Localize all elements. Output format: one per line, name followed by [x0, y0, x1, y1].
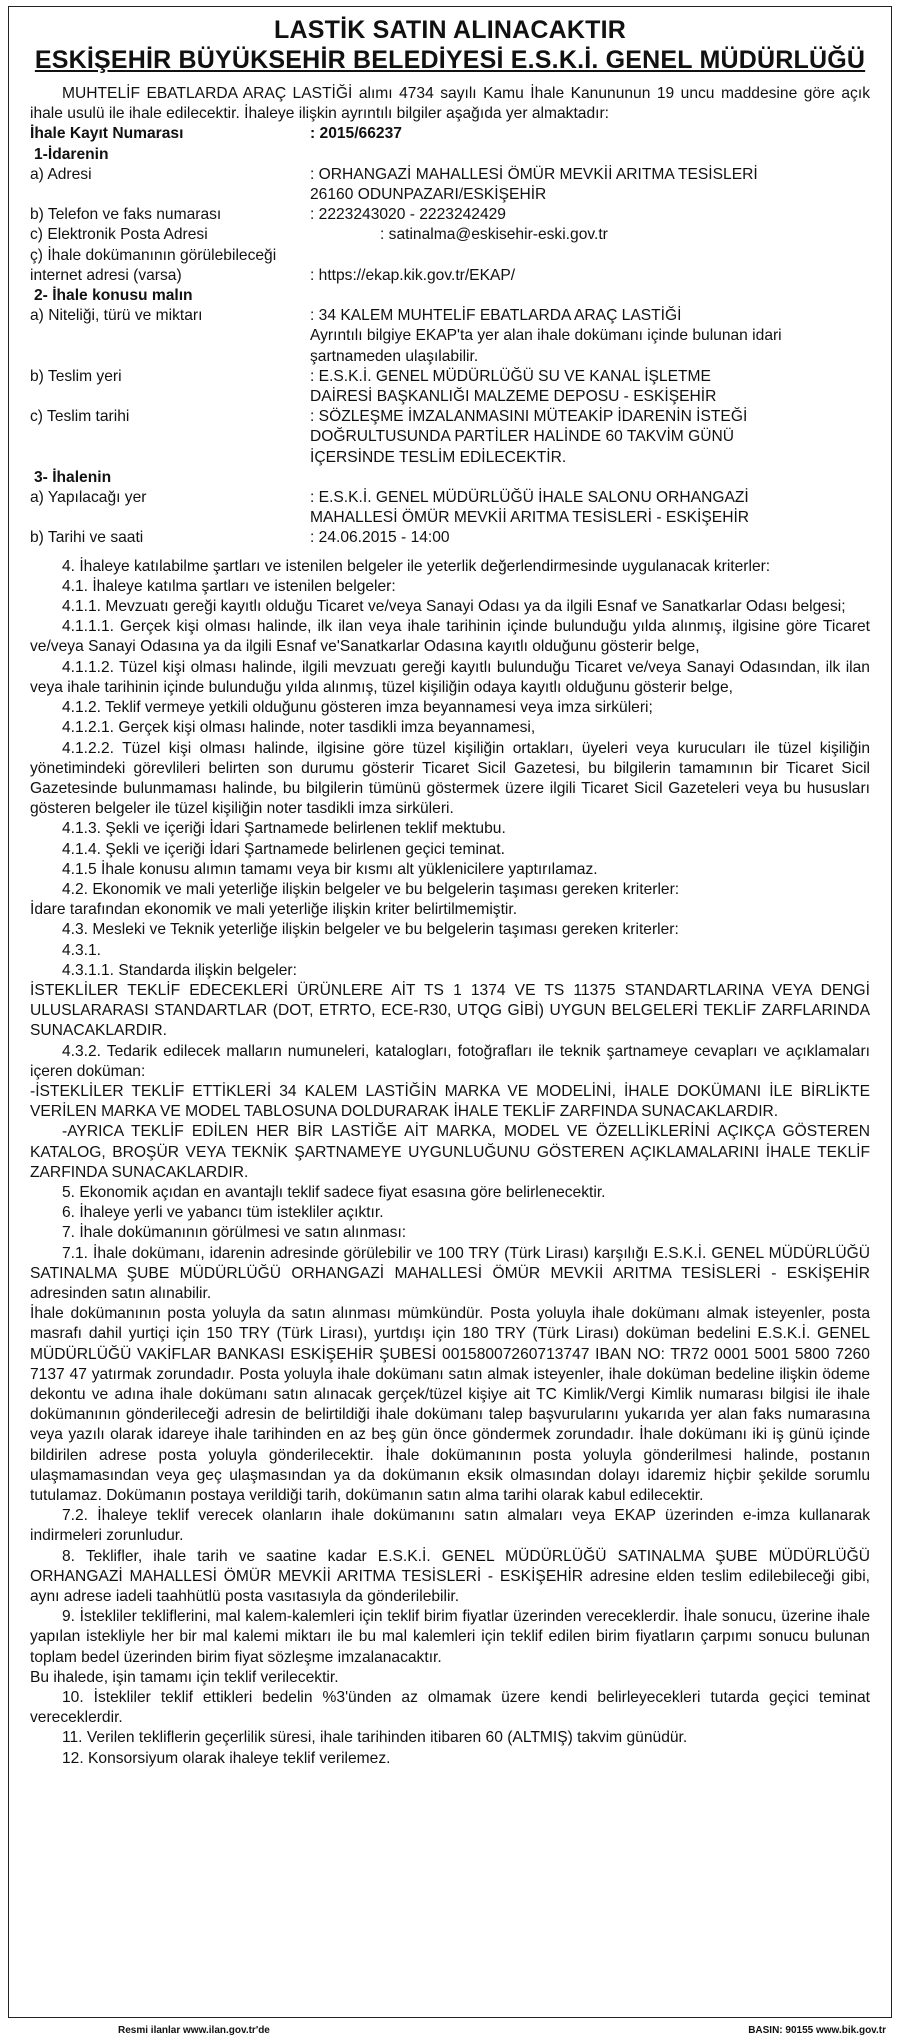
clause-item: 4.1.2. Teklif vermeye yetkili olduğunu gösteren imza beyannamesi veya imza sirküleri;	[62, 699, 653, 717]
mail-row	[30, 225, 870, 245]
notice-footer	[8, 2022, 892, 2040]
clause-item: 4.3.2. Tedarik edilecek malların numuneleri, katalogları, fotoğrafları ile teknik şartnameye cevapları ve açıklamaları içeren doküman:	[30, 1042, 870, 1080]
clause-item: 4.1.5 İhale konusu alımın tamamı veya bir kısmı alt yüklenicilere yaptırılamaz.	[62, 860, 598, 878]
adres-label: a) Adresi	[30, 165, 92, 183]
clause-item: 4. İhaleye katılabilme şartları ve istenilen belgeler ile yeterlik değerlendirmesinde uygulanacak kriterler:	[62, 557, 771, 575]
clause-item: İSTEKLİLER TEKLİF EDECEKLERİ ÜRÜNLERE AİT TS 1 1374 VE TS 11375 STANDARTLARINA VEYA DENGİ ULUSLARARASI STANDARTLAR (DOT, ETRTO, ECE-R30, UTQG GİBİ) UYGUN BELGELERİ TEKLİF ZARFLARINDA SUNACAKLARDIR.	[30, 981, 870, 1040]
dok-value: : https://ekap.kik.gov.tr/EKAP/	[310, 266, 516, 284]
tarih-row	[30, 528, 870, 548]
clause-item: 4.2. Ekonomik ve mali yeterliğe ilişkin belgeler ve bu belgelerin taşıması gereken kriterler:	[62, 880, 680, 898]
adres-value	[310, 165, 870, 205]
dok-label-1: ç) İhale dokümanının görülebileceği	[30, 246, 277, 264]
teslimtarihi-label: c) Teslim tarihi	[30, 408, 130, 426]
nitelik-value	[310, 306, 870, 367]
notice-body	[30, 84, 870, 1769]
tarih-label: b) Tarihi ve saati	[30, 529, 144, 547]
yer-line-2: MAHALLESİ ÖMÜR MEVKİİ ARITMA TESİSLERİ - ESKİŞEHİR	[310, 509, 750, 527]
clause-item: 4.1. İhaleye katılma şartları ve istenilen belgeler:	[62, 577, 396, 595]
tarih-value: : 24.06.2015 - 14:00	[310, 529, 450, 547]
intro-paragraph: MUHTELİF EBATLARDA ARAÇ LASTİĞİ alımı 4734 sayılı Kamu İhale Kanununun 19 uncu maddesine göre açık ihale usulü ile ihale edilecektir. İhaleye ilişkin ayrıntılı bilgiler aşağıda yer almaktadır:	[30, 85, 870, 123]
clause-item: 6. İhaleye yerli ve yabancı tüm istekliler açıktır.	[62, 1204, 384, 1222]
clause-item: -İSTEKLİLER TEKLİF ETTİKLERİ 34 KALEM LASTİĞİN MARKA VE MODELİNİ, İHALE DOKÜMANI İLE BİRLİKTE VERİLEN MARKA VE MODEL TABLOSUNA DOLDURARAK İHALE TEKLİF ZARFINDA SUNACAKLARDIR.	[30, 1082, 870, 1121]
teslimtarihi-value	[310, 407, 870, 468]
yer-row	[30, 488, 870, 528]
tel-row	[30, 205, 870, 225]
clause-item: -AYRICA TEKLİF EDİLEN HER BİR LASTİĞE AİT MARKA, MODEL VE ÖZELLİKLERİNİ AÇIKÇA GÖSTEREN KATALOG, BROŞÜR VEYA TEKNİK ŞARTNAMEYE UYGUNLUĞUNU GÖSTEREN AÇIKLAMALARINI İHALE TEKLİF ZARFINDA SUNACAKLARDIR.	[30, 1123, 870, 1181]
ikn-row	[30, 124, 870, 144]
notice-subtitle: ESKİŞEHİR BÜYÜKSEHİR BELEDİYESİ E.S.K.İ. GENEL MÜDÜRLÜĞÜ	[34, 46, 866, 74]
section-2-heading: 2- İhale konusu malın	[34, 287, 193, 305]
mail-label: c) Elektronik Posta Adresi	[30, 226, 208, 244]
nitelik-label: a) Niteliği, türü ve miktarı	[30, 307, 203, 325]
clause-item: 12. Konsorsiyum olarak ihaleye teklif verilemez.	[62, 1749, 391, 1767]
yer-line-1: : E.S.K.İ. GENEL MÜDÜRLÜĞÜ İHALE SALONU ORHANGAZİ	[310, 489, 749, 507]
tel-label: b) Telefon ve faks numarası	[30, 206, 222, 224]
clause-item: 4.1.4. Şekli ve içeriği İdari Şartnamede belirlenen geçici teminat.	[62, 840, 505, 858]
teslimyeri-value	[310, 367, 870, 407]
ikn-value: : 2015/66237	[310, 125, 402, 143]
clause-item: 5. Ekonomik açıdan en avantajlı teklif sadece fiyat esasına göre belirlenecektir.	[62, 1183, 606, 1201]
adres-line-1: : ORHANGAZİ MAHALLESİ ÖMÜR MEVKİİ ARITMA TESİSLERİ	[310, 165, 758, 183]
clause-item: 10. İstekliler teklif ettikleri bedelin %3'ünden az olmamak üzere kendi belirleyecekleri tutarda geçici teminat vereceklerdir.	[30, 1689, 870, 1727]
yer-label: a) Yapılacağı yer	[30, 489, 147, 507]
dok-row	[30, 266, 870, 286]
yer-value	[310, 488, 870, 528]
clause-item: İhale dokümanının posta yoluyla da satın alınması mümkündür. Posta yoluyla ihale dokümanı almak isteyenler, posta masrafı dahil yurtiçi için 150 TRY (Türk Lirası), yurtdışı için 180 TRY (Türk Lirası) doküman bedelini E.S.K.İ. GENEL MÜDÜRLÜĞÜ VAKİFLAR BANKASI ESKİŞEHİR ŞUBESİ 00158007260713747 IBAN NO: TR72 0001 5001 5800 7260 7137 47 yatırmak zorundadır. Posta yoluyla ihale dokümanı satın almak isteyenler, ihale doküman bedeline ilişkin ödeme dekontu ve adına ihale dokümanı satın alınacak gerçek/tüzel kişiye ait TC Kimlik/Vergi Kimlik numarası bilgisi ile ihale dokümanının gönderileceği adresin de belirtildiği ihale dokümanı talep başvurularını yukarıda yer alan faks numarasına veya yazılı olarak idareye ihale tarihinden en az beş gün önce göndermek zorundadır. İhale dokümanı iki iş günü içinde bildirilen adrese posta yoluyla gönderilecektir. İhale dokümanının posta yoluyla gönderilmesi halinde, postanın ulaşmamasından veya geç ulaşmasından ya da dokümanın eksik olmasından dolayı idaremiz hiçbir şekilde sorumlu tutulamaz. Dokümanın postaya verildiği tarih, dokümanın satın alma tarihi olarak kabul edilecektir.	[30, 1305, 870, 1505]
clause-item: 9. İstekliler tekliflerini, mal kalem-kalemleri için teklif birim fiyatlar üzerinden vereceklerdir. İhale sonucu, üzerine ihale yapılan istekliyle her bir mal kalemi miktarı ile bu mal kalemleri için teklif edilen birim fiyatların çarpımı sonucu bulunan toplam bedel üzerinden birim fiyat sözleşme imzalanacaktır.	[30, 1608, 870, 1666]
section-3-heading: 3- İhalenin	[34, 468, 112, 486]
notice-header	[9, 7, 891, 75]
clause-item: 4.1.2.1. Gerçek kişi olması halinde, noter tasdikli imza beyannamesi,	[62, 719, 536, 737]
clause-item: 4.3.1.	[62, 941, 102, 959]
clause-item: 11. Verilen tekliflerin geçerlilik süresi, ihale tarihinden itibaren 60 (ALTMIŞ) takvim günüdür.	[62, 1729, 688, 1747]
clause-item: 4.1.1.2. Tüzel kişi olması halinde, ilgili mevzuatı gereği kayıtlı bulunduğu Ticaret ve/veya Sanayi Odasından, ilk ilan veya ihale tarihinin içinde bulunduğu yılda alınmış, tüzel kişiliğin odaya kayıtlı olduğunu gösterir belge,	[30, 658, 870, 696]
notice-title: LASTİK SATIN ALINACAKTIR	[274, 16, 626, 44]
mail-value: : satinalma@eskisehir-eski.gov.tr	[380, 226, 608, 244]
clause-item: 4.1.3. Şekli ve içeriği İdari Şartnamede belirlenen teklif mektubu.	[62, 820, 506, 838]
teslimtarihi-line-1: : SÖZLEŞME İMZALANMASINI MÜTEAKİP İDARENİN İSTEĞİ	[310, 408, 748, 426]
ikn-label: İhale Kayıt Numarası	[30, 125, 184, 143]
footer-left: Resmi ilanlar www.ilan.gov.tr'de	[118, 2025, 270, 2036]
clause-item: 7.2. İhaleye teklif verecek olanların ihale dokümanını satın almaları veya EKAP üzerinden e-imza kullanarak indirmeleri zorunludur.	[30, 1507, 870, 1545]
clauses-list	[30, 557, 870, 1769]
clause-item: 4.3.1.1. Standarda ilişkin belgeler:	[62, 961, 297, 979]
clause-item: 4.1.1.1. Gerçek kişi olması halinde, ilk ilan veya ihale tarihinin içinde bulunduğu yılda alınmış, ilgisine göre Ticaret ve/veya Sanayi Odasına ya da ilgili Esnaf ve'Sanatkarlar Odasına kayıtlı olduğunu gösterir belge,	[30, 618, 870, 656]
teslimtarihi-line-3: İÇERSİNDE TESLİM EDİLECEKTİR.	[310, 448, 567, 466]
adres-line-2: 26160 ODUNPAZARI/ESKİŞEHİR	[310, 186, 547, 204]
nitelik-line-3: şartnameden ulaşılabilir.	[310, 347, 479, 365]
teslimyeri-label: b) Teslim yeri	[30, 367, 122, 385]
clause-item: 4.1.1. Mevzuatı gereği kayıtlı olduğu Ticaret ve/veya Sanayi Odası ya da ilgili Esnaf ve Sanatkarlar Odası belgesi;	[62, 598, 846, 616]
tel-value: : 2223243020 - 2223242429	[310, 206, 506, 224]
footer-right: BASIN: 90155 www.bik.gov.tr	[748, 2025, 886, 2036]
section-1-heading: 1-İdarenin	[34, 145, 109, 163]
clause-item: 7.1. İhale dokümanı, idarenin adresinde görülebilir ve 100 TRY (Türk Lirası) karşılığı E.S.K.İ. GENEL MÜDÜRLÜĞÜ SATINALMA ŞUBE MÜDÜRLÜĞÜ ORHANGAZİ MAHALLESİ ÖMÜR MEVKİİ ARITMA TESİSLERİ - ESKİŞEHİR adresinden satın alınabilir.	[30, 1244, 870, 1302]
clause-item: İdare tarafından ekonomik ve mali yeterliğe ilişkin kriter belirtilmemiştir.	[30, 901, 518, 919]
dok-label-2: internet adresi (varsa)	[30, 266, 182, 284]
clause-item: Bu ihalede, işin tamamı için teklif verilecektir.	[30, 1668, 339, 1686]
adres-row	[30, 165, 870, 205]
teslimtarihi-row	[30, 407, 870, 468]
clause-item: 7. İhale dokümanının görülmesi ve satın alınması:	[62, 1224, 407, 1242]
nitelik-line-1: : 34 KALEM MUHTELİF EBATLARDA ARAÇ LASTİĞİ	[310, 307, 682, 325]
teslimtarihi-line-2: DOĞRULTUSUNDA PARTİLER HALİNDE 60 TAKVİM GÜNÜ	[310, 428, 735, 446]
nitelik-line-2: Ayrıntılı bilgiye EKAP'ta yer alan ihale dokümanı içinde bulunan idari	[310, 327, 782, 345]
clause-item: 4.3. Mesleki ve Teknik yeterliğe ilişkin belgeler ve bu belgelerin taşıması gereken kriterler:	[62, 921, 679, 939]
teslimyeri-line-2: DAİRESİ BAŞKANLIĞI MALZEME DEPOSU - ESKİŞEHİR	[310, 388, 717, 406]
teslimyeri-line-1: : E.S.K.İ. GENEL MÜDÜRLÜĞÜ SU VE KANAL İŞLETME	[310, 367, 711, 385]
nitelik-row	[30, 306, 870, 367]
clause-item: 8. Teklifler, ihale tarih ve saatine kadar E.S.K.İ. GENEL MÜDÜRLÜĞÜ SATINALMA ŞUBE MÜDÜRLÜĞÜ ORHANGAZİ MAHALLESİ ÖMÜR MEVKİİ ARITMA TESİSLERİ - ESKİŞEHİR adresine elden teslim edilebileceği gibi, aynı adrese iadeli taahhütlü posta vasıtasıyla da gönderilebilir.	[30, 1547, 870, 1606]
clause-item: 4.1.2.2. Tüzel kişi olması halinde, ilgisine göre tüzel kişiliğin ortakları, üyeleri veya kurucuları ile tüzel kişiliğin yönetimindeki görevlileri belirten son durumu gösterir Ticaret Sicil Gazetesi, bu bilgilerin tamamının bir Ticaret Sicil Gazetesinde bulunmaması halinde, bu bilgilerin tümünü göstermek üzere ilgili Ticaret Sicil Gazeteleri veya bu hususları gösteren belgeler ile tüzel kişiliğin noter tasdikli imza sirküleri.	[30, 739, 870, 818]
teslimyeri-row	[30, 367, 870, 407]
